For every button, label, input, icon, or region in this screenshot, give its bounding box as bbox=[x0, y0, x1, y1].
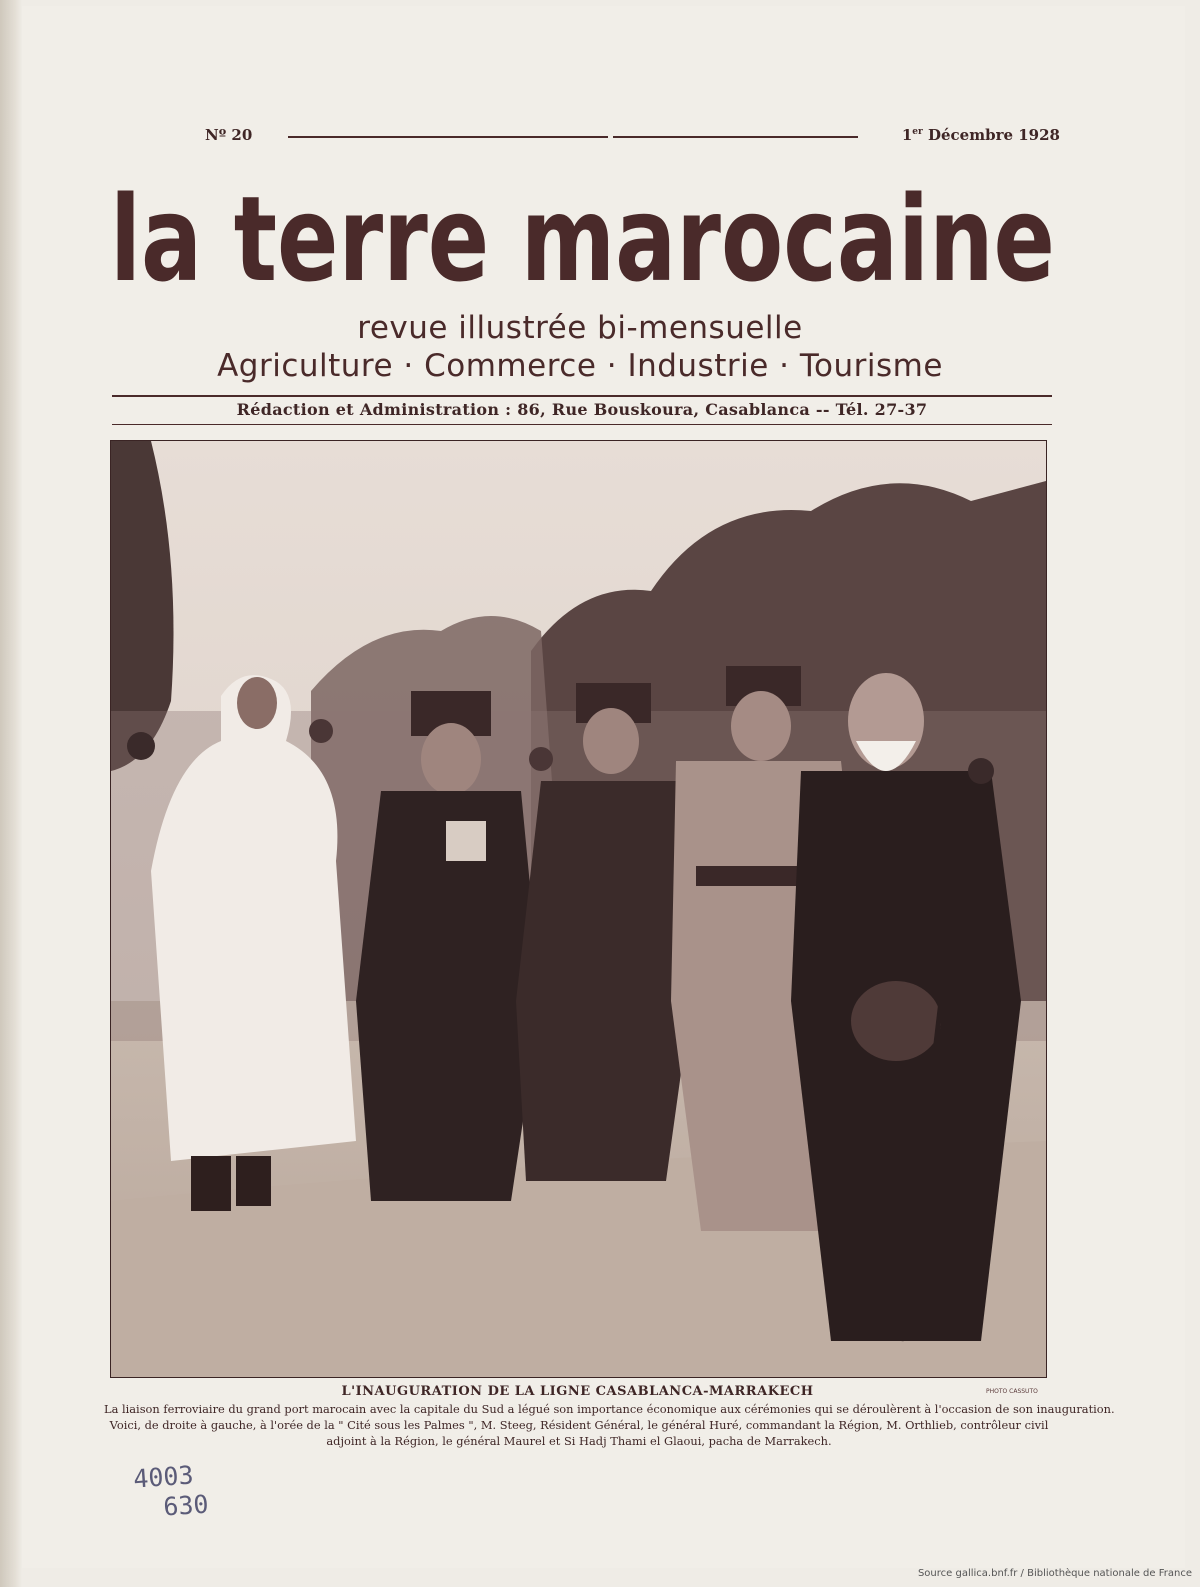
address-rule bbox=[112, 395, 1052, 397]
caption-line: La liaison ferroviaire du grand port marocain avec la capitale du Sud a légué son importance économique aux cérémonies qui se déroulèrent à l'occasion de son inauguration. bbox=[104, 1402, 1115, 1416]
caption-body bbox=[104, 1401, 1115, 1449]
caption-line: adjoint à la Région, le général Maurel et Si Hadj Thami el Glaoui, pacha de Marrakech. bbox=[326, 1434, 832, 1448]
photograph-illustration bbox=[111, 441, 1046, 1377]
magazine-title bbox=[110, 108, 1070, 298]
magazine-sections: Agriculture · Commerce · Industrie · Tourisme bbox=[217, 348, 943, 384]
magazine-title-text: la terre marocaine bbox=[110, 170, 1055, 298]
issue-date: 1er Décembre 1928 bbox=[901, 126, 1060, 144]
address-rule bbox=[112, 424, 1052, 425]
cover-photograph bbox=[110, 440, 1047, 1378]
shelfmark-line: 4003 bbox=[132, 1460, 195, 1494]
caption-line: Voici, de droite à gauche, à l'orée de la " Cité sous les Palmes ", M. Steeg, Résident Général, le général Huré, commandant la Région, M. Orthlieb, contrôleur civil bbox=[109, 1418, 1049, 1432]
caption-title: L'INAUGURATION DE LA LIGNE CASABLANCA-MARRAKECH bbox=[341, 1384, 814, 1399]
magazine-subtitle: revue illustrée bi-mensuelle bbox=[357, 310, 803, 346]
shelfmark-line: 630 bbox=[162, 1489, 210, 1522]
editorial-address: Rédaction et Administration : 86, Rue Bouskoura, Casablanca -- Tél. 27-37 bbox=[236, 400, 928, 419]
library-shelfmark-stamp bbox=[132, 1456, 267, 1545]
issue-number: Nº 20 bbox=[205, 126, 253, 144]
page-binding-shadow bbox=[0, 0, 22, 1587]
photo-credit: PHOTO CASSUTO bbox=[986, 1388, 1038, 1395]
source-attribution: Source gallica.bnf.fr / Bibliothèque nationale de France bbox=[917, 1568, 1192, 1579]
